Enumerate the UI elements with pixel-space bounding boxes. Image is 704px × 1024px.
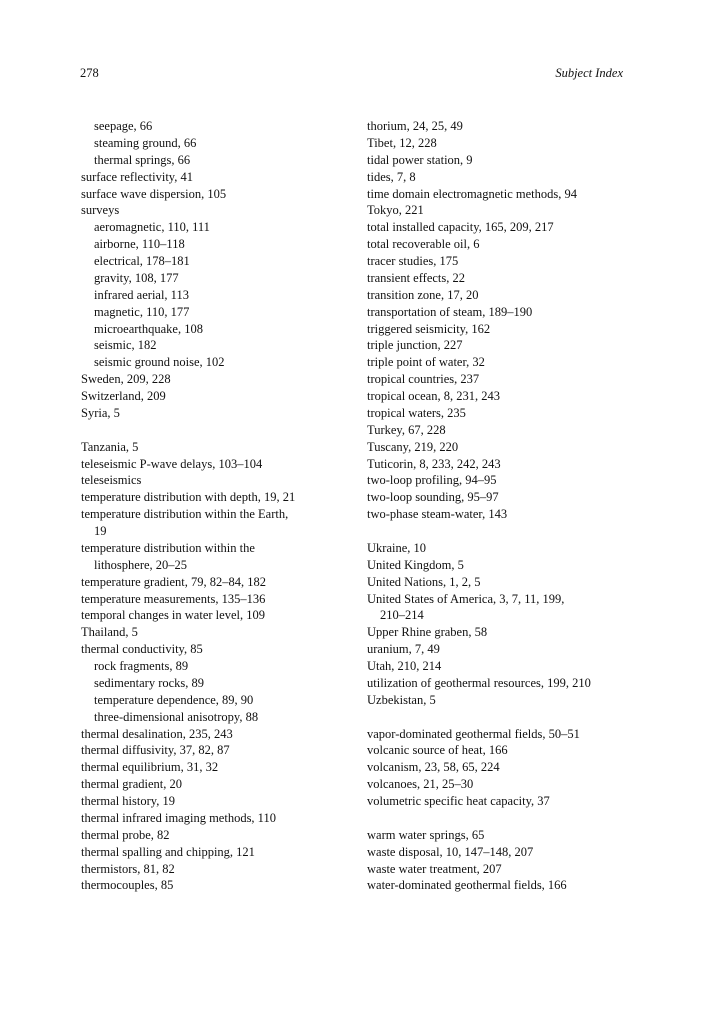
index-entry: Tanzania, 5: [81, 439, 139, 454]
index-entry: waste water treatment, 207: [367, 861, 502, 876]
index-entry: utilization of geothermal resources, 199, 210: [367, 675, 591, 690]
index-entry: Tokyo, 221: [367, 203, 424, 218]
index-entry: tropical countries, 237: [367, 372, 480, 387]
index-spacer: [367, 709, 637, 726]
index-column-right: [367, 118, 637, 894]
index-entry: two-phase steam-water, 143: [367, 507, 508, 522]
index-entry: warm water springs, 65: [367, 827, 485, 842]
index-entry: thorium, 24, 25, 49: [367, 119, 463, 133]
index-subentry: rock fragments, 89: [94, 659, 189, 673]
index-entry: triggered seismicity, 162: [367, 321, 491, 336]
index-entry: United States of America, 3, 7, 11, 199,: [367, 591, 565, 606]
index-spacer: [81, 422, 353, 439]
index-entry: surface reflectivity, 41: [81, 169, 193, 184]
index-entry: two-loop profiling, 94–95: [367, 473, 497, 488]
index-entry: volcanic source of heat, 166: [367, 743, 508, 758]
index-subentry: airborne, 110–118: [94, 237, 185, 252]
running-title: Subject Index: [555, 66, 623, 80]
index-entry: Utah, 210, 214: [367, 659, 442, 673]
index-subentry: microearthquake, 108: [94, 321, 203, 336]
index-subentry: gravity, 108, 177: [94, 270, 179, 285]
index-subentry: aeromagnetic, 110, 111: [94, 220, 210, 235]
index-entry: vapor-dominated geothermal fields, 50–51: [367, 726, 580, 741]
index-entry: temperature distribution within the: [81, 540, 255, 555]
index-entry: United Nations, 1, 2, 5: [367, 574, 481, 589]
index-entry: temperature gradient, 79, 82–84, 182: [81, 574, 267, 589]
index-entry-continuation: 210–214: [380, 608, 424, 623]
index-entry: Tuticorin, 8, 233, 242, 243: [367, 456, 501, 471]
index-entry: tidal power station, 9: [367, 152, 473, 167]
index-entry: thermal conductivity, 85: [81, 642, 203, 657]
index-entry: tropical ocean, 8, 231, 243: [367, 389, 500, 403]
index-entry: Uzbekistan, 5: [367, 692, 436, 707]
page-number: 278: [80, 66, 99, 80]
index-entry: thermal probe, 82: [81, 827, 170, 842]
index-entry: Switzerland, 209: [81, 389, 166, 403]
index-entry: tropical waters, 235: [367, 405, 466, 420]
index-subentry: temperature dependence, 89, 90: [94, 692, 254, 707]
index-entry: volcanoes, 21, 25–30: [367, 777, 474, 792]
index-entry: thermal desalination, 235, 243: [81, 726, 233, 741]
index-entry: thermal diffusivity, 37, 82, 87: [81, 743, 230, 758]
index-entry: tides, 7, 8: [367, 169, 416, 184]
index-subentry: seismic, 182: [94, 338, 157, 353]
index-entry-continuation: lithosphere, 20–25: [94, 557, 188, 572]
index-entry: volcanism, 23, 58, 65, 224: [367, 760, 500, 775]
index-entry: thermal history, 19: [81, 794, 175, 808]
index-spacer: [367, 523, 637, 540]
index-entry: teleseismics: [81, 473, 142, 488]
index-entry: surveys: [81, 203, 120, 218]
index-column-left: [81, 118, 353, 894]
index-spacer: [367, 810, 637, 827]
index-subentry: seepage, 66: [94, 119, 153, 133]
index-entry: tracer studies, 175: [367, 254, 459, 268]
index-entry: temperature distribution within the Earth,: [81, 507, 289, 522]
index-subentry: sedimentary rocks, 89: [94, 675, 205, 690]
index-entry: triple point of water, 32: [367, 355, 485, 370]
index-entry: Thailand, 5: [81, 625, 138, 640]
index-subentry: thermal springs, 66: [94, 152, 191, 167]
index-entry: volumetric specific heat capacity, 37: [367, 794, 550, 808]
index-entry: total recoverable oil, 6: [367, 237, 480, 252]
index-entry: thermistors, 81, 82: [81, 861, 175, 876]
index-entry: time domain electromagnetic methods, 94: [367, 186, 578, 201]
page-header: [80, 66, 623, 84]
index-entry: Syria, 5: [81, 405, 120, 420]
index-entry: temperature distribution with depth, 19, 21: [81, 490, 296, 505]
index-entry: temporal changes in water level, 109: [81, 608, 265, 623]
index-entry: thermal gradient, 20: [81, 777, 183, 792]
index-entry: thermal spalling and chipping, 121: [81, 844, 255, 859]
index-entry: Turkey, 67, 228: [367, 422, 446, 437]
index-entry: thermal equilibrium, 31, 32: [81, 760, 219, 775]
index-entry: thermal infrared imaging methods, 110: [81, 810, 276, 825]
index-entry: teleseismic P-wave delays, 103–104: [81, 456, 263, 471]
index-entry: total installed capacity, 165, 209, 217: [367, 220, 554, 235]
index-entry: surface wave dispersion, 105: [81, 186, 227, 201]
index-subentry: magnetic, 110, 177: [94, 304, 190, 319]
index-entry: temperature measurements, 135–136: [81, 591, 266, 606]
index-subentry: three-dimensional anisotropy, 88: [94, 709, 259, 724]
index-entry: two-loop sounding, 95–97: [367, 490, 499, 505]
index-entry: triple junction, 227: [367, 338, 463, 353]
index-entry: thermocouples, 85: [81, 878, 174, 893]
index-entry: water-dominated geothermal fields, 166: [367, 878, 567, 893]
index-subentry: electrical, 178–181: [94, 254, 190, 268]
index-entry: United Kingdom, 5: [367, 557, 464, 572]
index-entry: transportation of steam, 189–190: [367, 304, 533, 319]
index-subentry: infrared aerial, 113: [94, 287, 189, 302]
index-entry-continuation: 19: [94, 524, 107, 538]
index-entry: transition zone, 17, 20: [367, 287, 479, 302]
index-entry: Upper Rhine graben, 58: [367, 625, 488, 640]
index-entry: Tibet, 12, 228: [367, 135, 437, 150]
index-subentry: steaming ground, 66: [94, 135, 197, 150]
index-entry: uranium, 7, 49: [367, 642, 440, 657]
index-entry: Sweden, 209, 228: [81, 372, 171, 387]
index-entry: waste disposal, 10, 147–148, 207: [367, 844, 534, 859]
index-subentry: seismic ground noise, 102: [94, 355, 225, 370]
index-entry: Ukraine, 10: [367, 540, 427, 555]
index-entry: transient effects, 22: [367, 270, 465, 285]
index-entry: Tuscany, 219, 220: [367, 439, 459, 454]
